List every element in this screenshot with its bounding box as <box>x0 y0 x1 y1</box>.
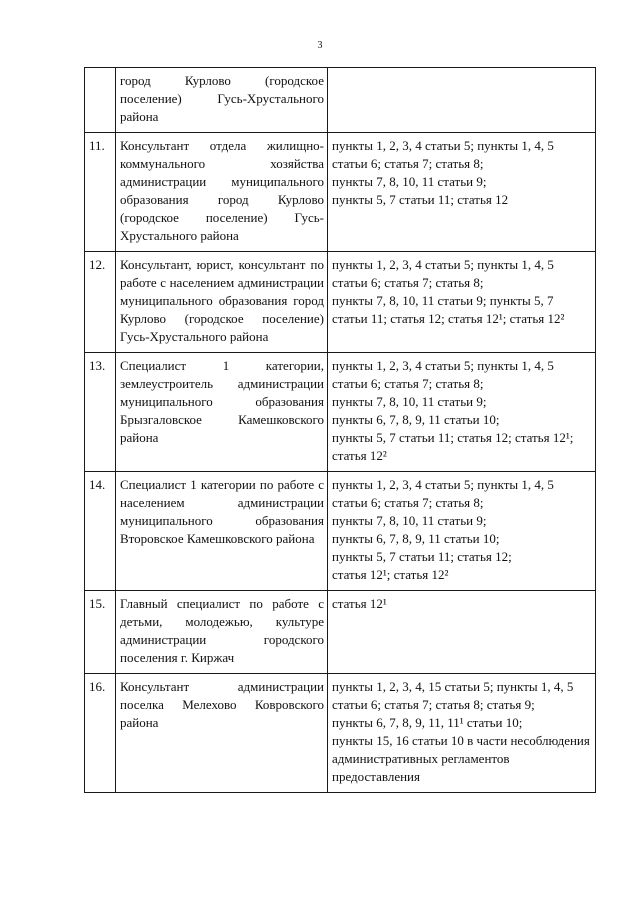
article-line: пункты 7, 8, 10, 11 статьи 9; <box>332 513 487 528</box>
table-row <box>85 353 596 472</box>
article-line: пункты 6, 7, 8, 9, 11 статьи 10; <box>332 412 500 427</box>
positions-table <box>84 67 596 793</box>
position-cell: Консультант отдела жилищно-коммунального хозяйства администрации муниципального образования город Курлово (городское поселение) Гусь-Хрустального района <box>116 133 328 252</box>
article-line: пункты 1, 2, 3, 4 статьи 5; пункты 1, 4, 5 статьи 6; статья 7; статья 8; <box>332 138 554 171</box>
position-cell: Консультант администрации поселка Мелехово Ковровского района <box>116 674 328 793</box>
articles-cell <box>328 353 596 472</box>
article-line: статья 12¹; статья 12² <box>332 567 449 582</box>
page-number: 3 <box>317 40 323 51</box>
article-line: пункты 7, 8, 10, 11 статьи 9; пункты 5, 7 статьи 11; статья 12; статья 12¹; статья 12² <box>332 293 565 326</box>
article-line: пункты 1, 2, 3, 4, 15 статьи 5; пункты 1, 4, 5 статьи 6; статья 7; статья 8; статья 9; <box>332 679 574 712</box>
articles-cell <box>328 674 596 793</box>
article-line: пункты 7, 8, 10, 11 статьи 9; <box>332 174 487 189</box>
articles-cell <box>328 591 596 674</box>
position-cell: Консультант, юрист, консультант по работе с населением администрации муниципального образования город Курлово (городское поселение) Гусь-Хрустального района <box>116 252 328 353</box>
articles-cell <box>328 252 596 353</box>
articles-cell <box>328 68 596 133</box>
row-number: 13. <box>85 353 116 472</box>
articles-cell <box>328 133 596 252</box>
row-number: 14. <box>85 472 116 591</box>
position-cell: Главный специалист по работе с детьми, молодежью, культуре администрации городского поселения г. Киржач <box>116 591 328 674</box>
articles-cell <box>328 472 596 591</box>
table-row <box>85 133 596 252</box>
position-cell: Специалист 1 категории, землеустроитель администрации муниципального образования Брызгаловское Камешковского района <box>116 353 328 472</box>
article-line: пункты 6, 7, 8, 9, 11, 11¹ статьи 10; <box>332 715 523 730</box>
row-number: 15. <box>85 591 116 674</box>
article-line: пункты 6, 7, 8, 9, 11 статьи 10; <box>332 531 500 546</box>
article-line: пункты 5, 7 статьи 11; статья 12; статья 12¹; статья 12² <box>332 430 574 463</box>
article-line: пункты 5, 7 статьи 11; статья 12 <box>332 192 509 207</box>
article-line: пункты 5, 7 статьи 11; статья 12; <box>332 549 512 564</box>
table-row <box>85 472 596 591</box>
row-number: 12. <box>85 252 116 353</box>
row-number <box>85 68 116 133</box>
table-row <box>85 252 596 353</box>
table-row <box>85 674 596 793</box>
row-number: 16. <box>85 674 116 793</box>
article-line: пункты 1, 2, 3, 4 статьи 5; пункты 1, 4, 5 статьи 6; статья 7; статья 8; <box>332 477 554 510</box>
table-row <box>85 68 596 133</box>
article-line: пункты 1, 2, 3, 4 статьи 5; пункты 1, 4, 5 статьи 6; статья 7; статья 8; <box>332 257 554 290</box>
position-cell: Специалист 1 категории по работе с населением администрации муниципального образования Второвское Камешковского района <box>116 472 328 591</box>
article-line: пункты 7, 8, 10, 11 статьи 9; <box>332 394 487 409</box>
table-row <box>85 591 596 674</box>
position-cell: город Курлово (городское поселение) Гусь-Хрустального района <box>116 68 328 133</box>
row-number: 11. <box>85 133 116 252</box>
article-line: пункты 1, 2, 3, 4 статьи 5; пункты 1, 4, 5 статьи 6; статья 7; статья 8; <box>332 358 554 391</box>
article-line: пункты 15, 16 статьи 10 в части несоблюдения административных регламентов предоставления <box>332 733 590 784</box>
article-line: статья 12¹ <box>332 596 387 611</box>
